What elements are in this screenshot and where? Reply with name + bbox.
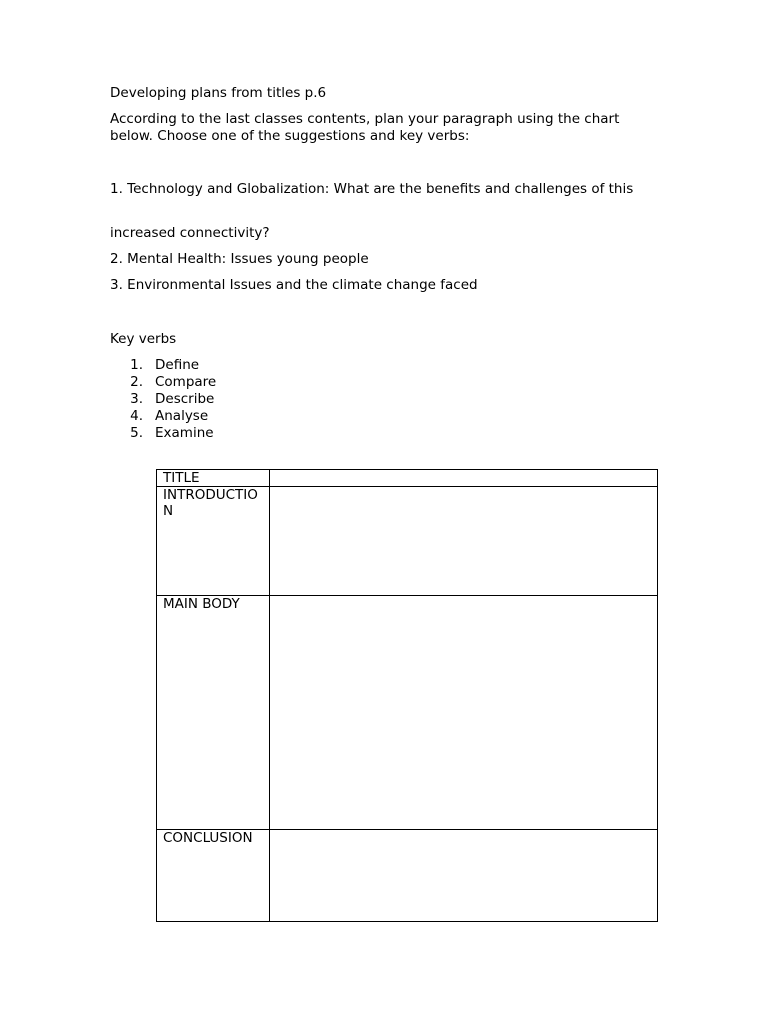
conclusion-cell[interactable] <box>270 830 658 922</box>
key-verb: Compare <box>155 374 217 390</box>
list-number: 2. <box>130 374 143 390</box>
suggestion-3: 3. Environmental Issues and the climate change faced <box>110 277 478 293</box>
suggestion-2: 2. Mental Health: Issues young people <box>110 251 369 267</box>
table-row <box>157 596 658 830</box>
row-label-main-body: MAIN BODY <box>157 596 270 830</box>
introduction-cell[interactable] <box>270 487 658 596</box>
suggestion-1: 1. Technology and Globalization: What are the benefits and challenges of this <box>110 181 634 197</box>
list-item <box>110 391 216 408</box>
list-item <box>110 425 216 442</box>
key-verb: Analyse <box>155 408 209 424</box>
list-number: 5. <box>130 425 143 441</box>
key-verb: Examine <box>155 425 214 441</box>
list-number: 1. <box>130 357 143 373</box>
table-row <box>157 830 658 922</box>
list-number: 3. <box>130 391 143 407</box>
row-label-introduction: INTRODUCTION <box>157 487 270 596</box>
instructions-text: According to the last classes contents, plan your paragraph using the chart below. Choose one of the suggestions and key verbs: <box>110 111 620 144</box>
suggestion-1-continued: increased connectivity? <box>110 225 270 241</box>
list-item <box>110 374 216 391</box>
key-verbs-list <box>110 357 216 442</box>
table-row <box>157 470 658 487</box>
row-label-title: TITLE <box>157 470 270 487</box>
list-number: 4. <box>130 408 143 424</box>
key-verb: Define <box>155 357 200 373</box>
key-verbs-heading: Key verbs <box>110 331 177 347</box>
paragraph-plan-table <box>156 469 658 922</box>
document-title: Developing plans from titles p.6 <box>110 85 327 101</box>
list-item <box>110 357 216 374</box>
row-label-conclusion: CONCLUSION <box>157 830 270 922</box>
title-cell[interactable] <box>270 470 658 487</box>
main-body-cell[interactable] <box>270 596 658 830</box>
key-verb: Describe <box>155 391 215 407</box>
list-item <box>110 408 216 425</box>
table-row <box>157 487 658 596</box>
